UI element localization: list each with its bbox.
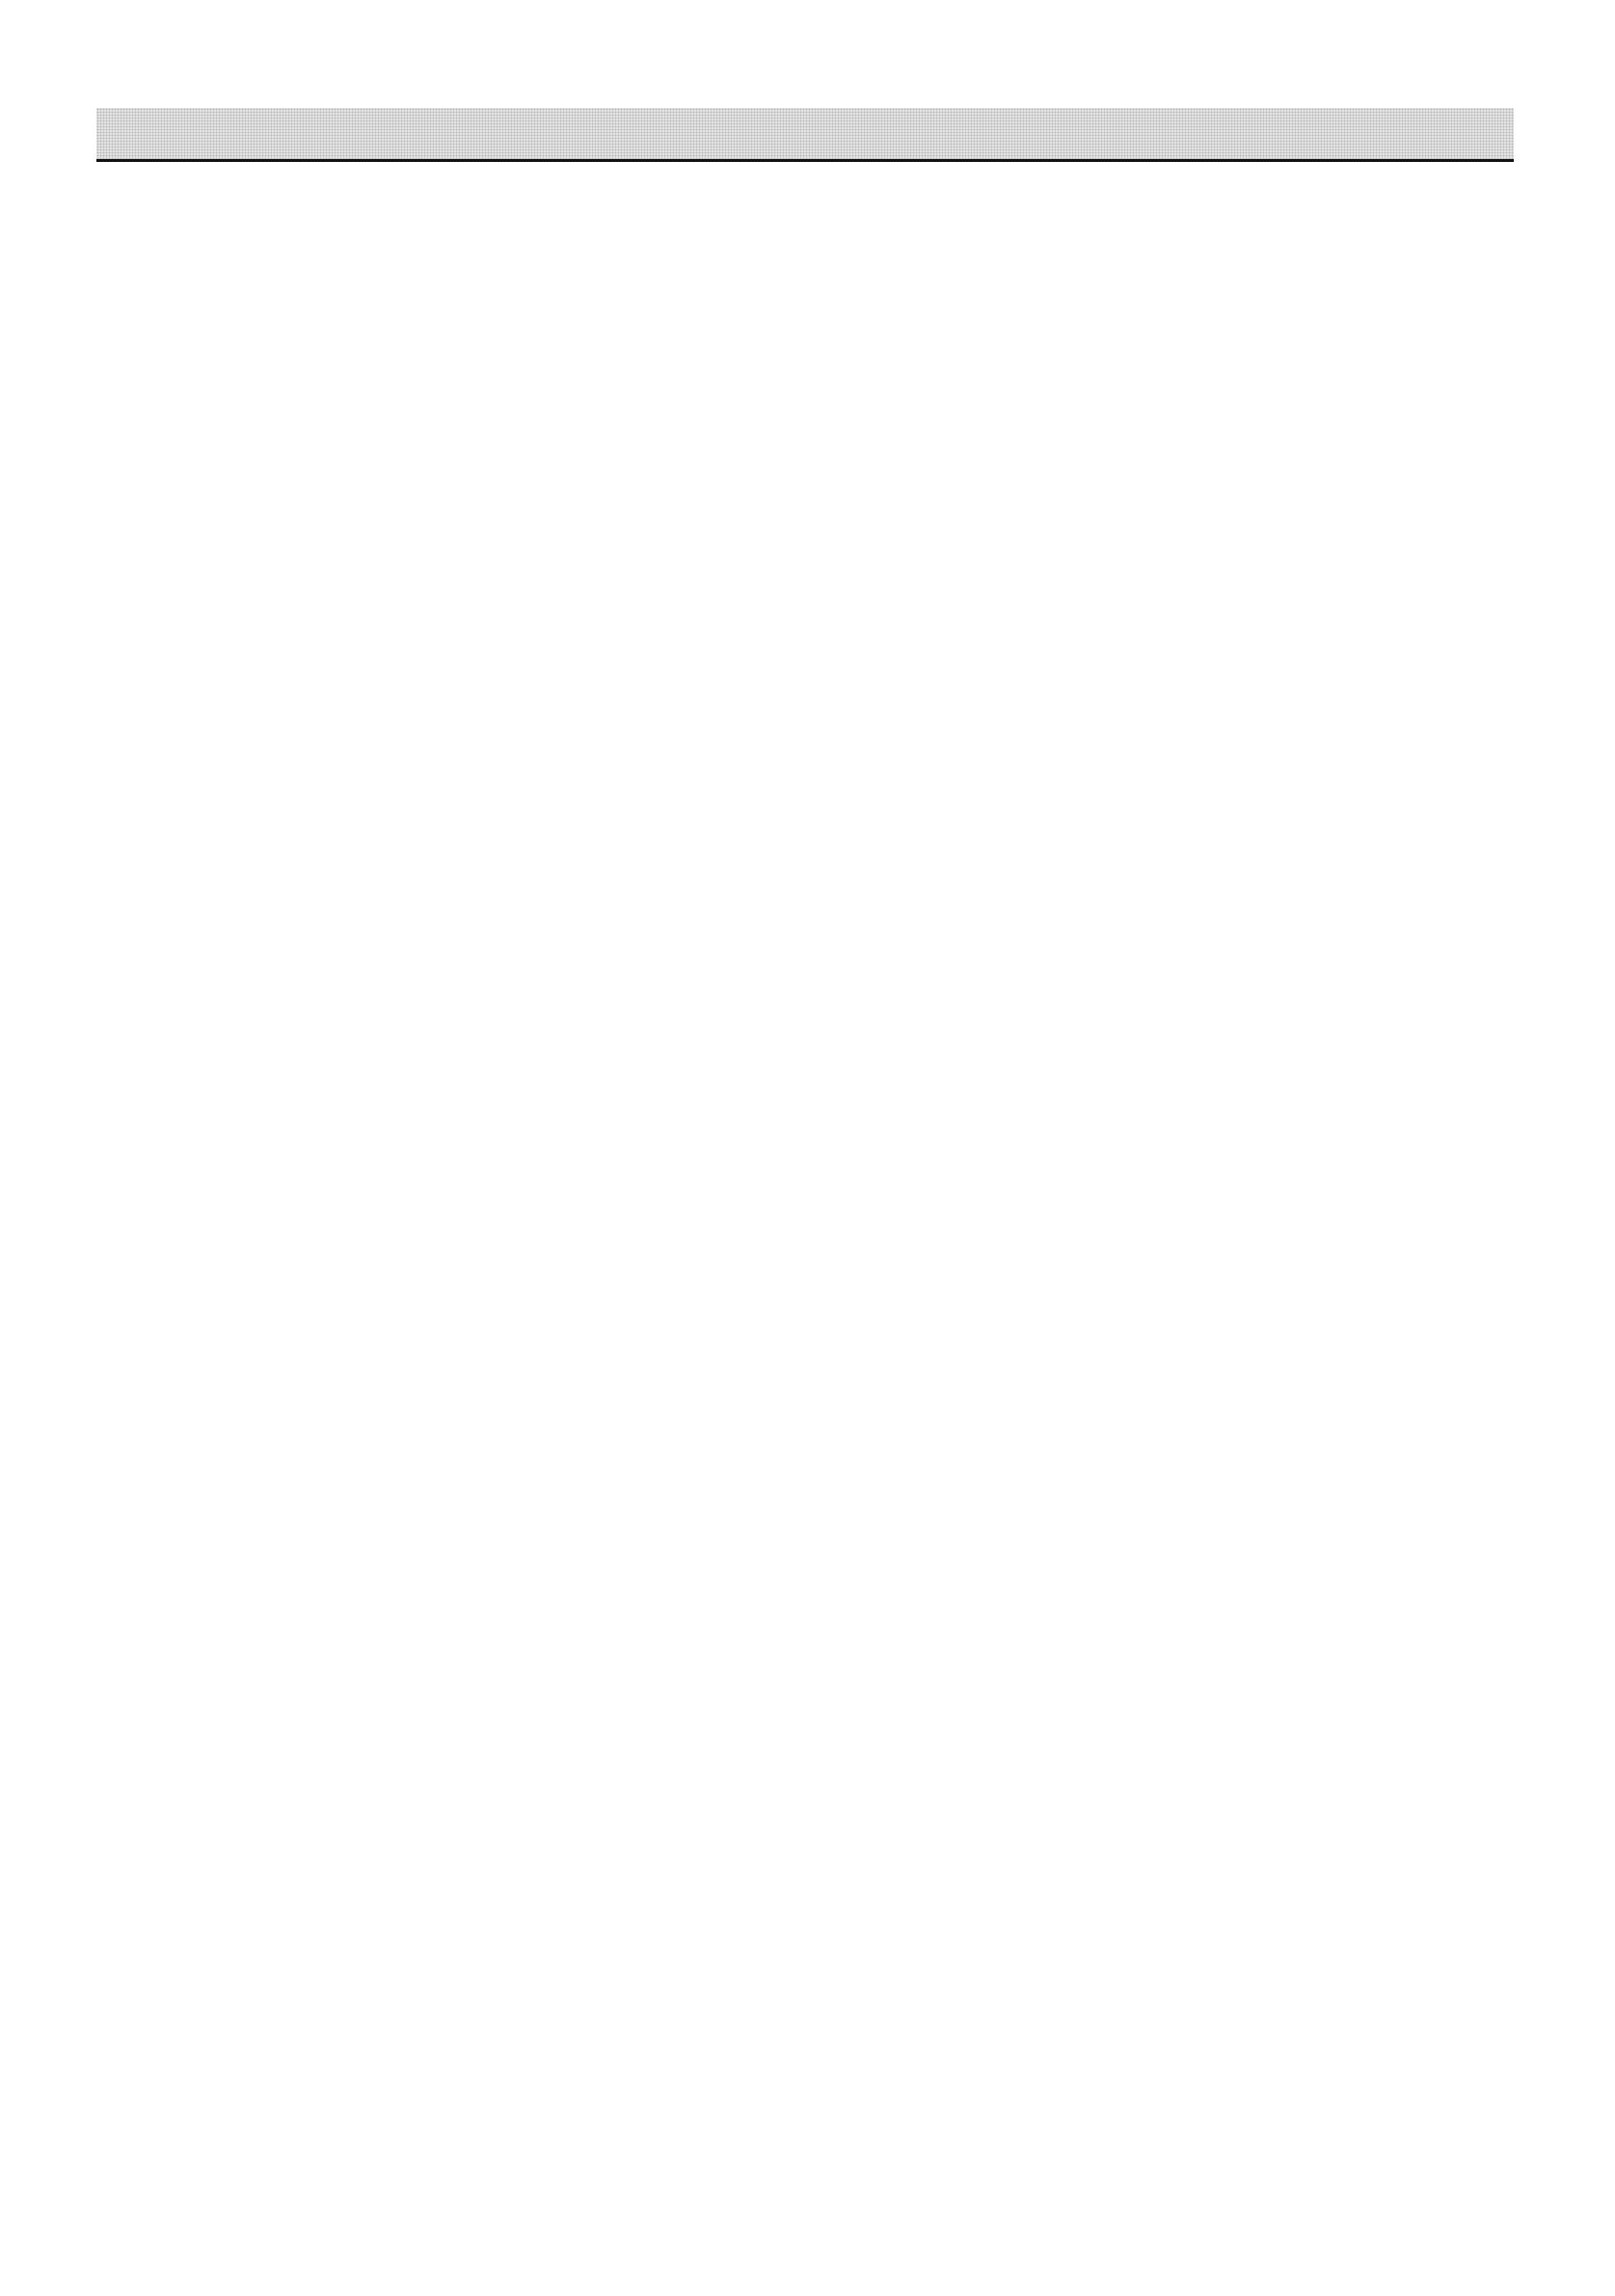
header-bar — [96, 108, 1514, 162]
